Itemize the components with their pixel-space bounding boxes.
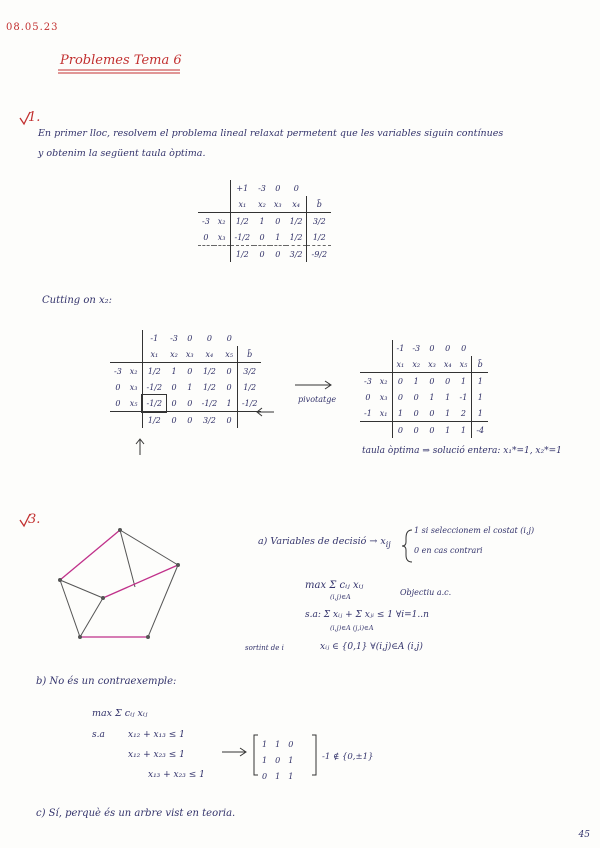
page-number: 45 — [578, 830, 590, 840]
problem-1-text-line2: y obtenim la següent taula òptima. — [38, 148, 206, 159]
decision-vars-label: a) Variables de decisió → $x_{ij}$ — [258, 536, 391, 549]
b-constraint-2: x₁₂ + x₂₃ ≤ 1 — [128, 750, 185, 760]
graph-edge — [120, 530, 178, 565]
graph-node — [78, 635, 82, 639]
incidence-matrix: 1 1 0 1 0 1 0 1 1 — [262, 739, 294, 781]
b-sa: s.a — [92, 730, 105, 740]
graph-edge — [120, 530, 135, 587]
objective-sub: (i,j)∈A — [330, 593, 351, 601]
case-brace — [402, 530, 412, 562]
domain: xᵢⱼ ∈ {0,1} ∀(i,j)∈A (i,j) — [320, 642, 423, 652]
problem-1-text-line1: En primer lloc, resolvem el problema lineal relaxat permetent que les variables siguin contínues — [38, 128, 504, 139]
problem-1-number: 1. — [28, 110, 41, 125]
side-note: Objectiu a.c. — [400, 588, 452, 597]
conclusion-text: taula òptima ⇒ solució entera: x₁*=1, x₂*=1 — [362, 446, 562, 456]
graph-edge — [60, 580, 80, 637]
graph-node — [176, 563, 180, 567]
constraint-sub: (i,j)∈A (j,i)∈A — [330, 624, 374, 632]
graph-edge — [60, 580, 103, 598]
problem-3-number: 3. — [28, 512, 41, 527]
matrix-right-bracket — [312, 735, 316, 775]
part-b-label: b) No és un contraexemple: — [36, 676, 177, 687]
graph-edge-matched — [60, 530, 120, 580]
graph-node — [58, 578, 62, 582]
objective: max Σ cᵢⱼ xᵢⱼ — [305, 580, 364, 591]
simplex-table-3: -1 -3 0 0 0 x₁ x₂ x₃ x₄ x₅ b̃ -3 x₂ 0 1 0 0 1 1 0 x₃ 0 0 1 1 -1 1 -1 x₁ 1 0 0 1 2 1 0 0 0 1 1 -4 — [360, 340, 488, 438]
domain-note: sortint de i — [245, 644, 284, 652]
constraint: s.a: Σ xᵢⱼ + Σ xⱼᵢ ≤ 1 ∀i=1..n — [305, 610, 429, 620]
graph-node — [146, 635, 150, 639]
cut-label: Cutting on x₂: — [42, 295, 113, 306]
simplex-table-2: -1 -3 0 0 0 x₁ x₂ x₃ x₄ x₅ b̃ -3 x₂ 1/2 1 0 1/2 0 3/2 0 x₃ -1/2 0 1 1/2 0 1/2 0 x₅ -1/2 0 0 -1/2 1 -1/2 1/2 0 0 3/2 0 — [110, 330, 261, 428]
b-objective: max Σ cᵢⱼ xᵢⱼ — [92, 708, 148, 719]
page-title: Problemes Tema 6 — [60, 53, 182, 68]
graph-node — [101, 596, 105, 600]
case-2: 0 en cas contrari — [414, 546, 483, 555]
graph-node — [118, 528, 122, 532]
pivot-label: pivotatge — [298, 395, 337, 404]
graph-edge — [80, 598, 103, 637]
b-constraint-3: x₁₃ + x₂₃ ≤ 1 — [148, 770, 205, 780]
matrix-note: -1 ∉ {0,±1} — [322, 752, 374, 762]
graph-diagram — [58, 528, 180, 639]
simplex-table-1: +1 -3 0 0 x₁ x₂ x₃ x₄ b̃ -3 x₂ 1/2 1 0 1/2 3/2 0 x₃ -1/2 0 1 1/2 1/2 1/2 0 0 3/2 -9/2 — [198, 180, 331, 262]
part-c-label: c) Sí, perquè és un arbre vist en teoria. — [36, 808, 236, 819]
case-1: 1 si seleccionem el costat (i,j) — [414, 526, 535, 535]
b-constraint-1: x₁₂ + x₁₃ ≤ 1 — [128, 730, 185, 740]
date: 08.05.23 — [6, 22, 59, 33]
